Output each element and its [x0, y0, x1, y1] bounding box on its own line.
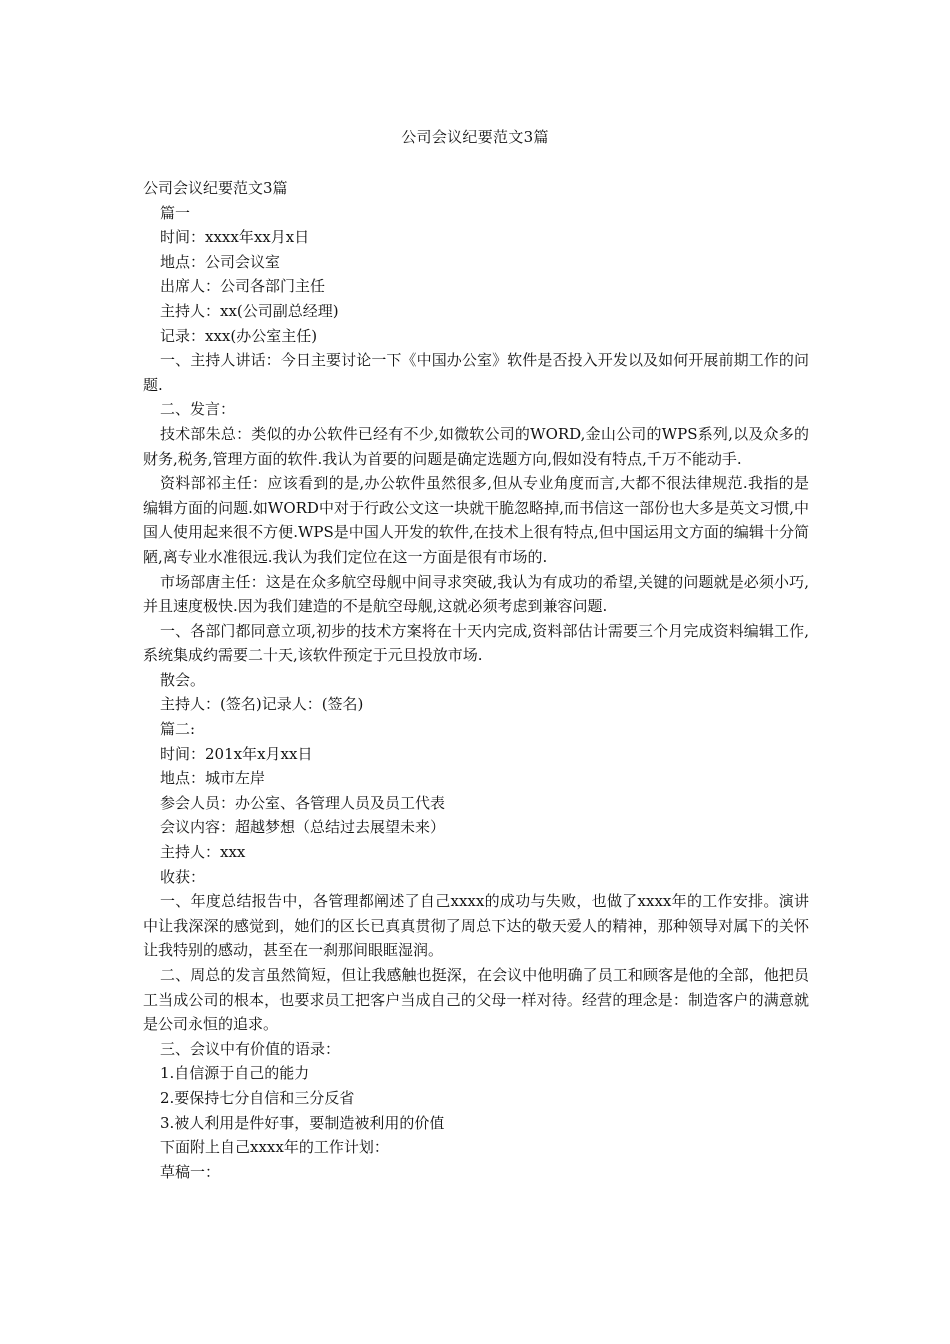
meeting-time-2: 时间：201x年x月xx日	[160, 744, 313, 763]
paragraph-gains-heading: 收获：	[160, 867, 206, 886]
paragraph-speeches-heading: 二、发言：	[160, 400, 236, 419]
meeting-location-2: 地点：城市左岸	[160, 769, 266, 788]
meeting-host-2: 主持人：xxx	[160, 843, 246, 862]
meeting-host: 主持人：xx(公司副总经理)	[160, 301, 339, 320]
paragraph-data-dept: 资料部祁主任：应该看到的是,办公软件虽然很多,但从专业角度而言,大都不很法律规范.我指的是编辑方面的问题.如WORD中对于行政公文这一块就干脆忽略掉,而书信这一部份也大多是英文习惯,中国人使用起来很不方便.WPS是中国人开发的软件,在技术上很有特点,但中国运用文方面的编辑十分简陋,离专业水准很远.我认为我们定位在这一方面是很有市场的.	[143, 474, 809, 566]
section-label-part-one: 篇一	[160, 203, 191, 222]
meeting-time: 时间：xxxx年xx月x日	[160, 228, 310, 247]
document-body	[143, 176, 809, 1184]
quote-item-1: 1.自信源于自己的能力	[160, 1064, 310, 1083]
paragraph-adjourn: 散会。	[160, 670, 206, 689]
paragraph-resolution: 一、各部门都同意立项,初步的技术方案将在十天内完成,资料部估计需要三个月完成资料编辑工作,系统集成约需要二十天,该软件预定于元旦投放市场.	[143, 621, 809, 665]
paragraph-market-dept: 市场部唐主任：这是在众多航空母舰中间寻求突破,我认为有成功的希望,关键的问题就是必须小巧,并且速度极快.因为我们建造的不是航空母舰,这就必须考虑到兼容问题.	[143, 572, 809, 616]
quote-item-2: 2.要保持七分自信和三分反省	[160, 1088, 355, 1107]
meeting-recorder: 记录：xxx(办公室主任)	[160, 326, 318, 345]
paragraph-work-plan: 下面附上自己xxxx年的工作计划：	[160, 1138, 389, 1157]
paragraph-tech-dept: 技术部朱总：类似的办公软件已经有不少,如微软公司的WORD,金山公司的WPS系列,以及众多的财务,税务,管理方面的软件.我认为首要的问题是确定选题方向,假如没有特点,千万不能动手.	[143, 424, 809, 468]
paragraph-ceo-speech: 二、周总的发言虽然简短，但让我感触也挺深，在会议中他明确了员工和顾客是他的全部，他把员工当成公司的根本，也要求员工把客户当成自己的父母一样对待。经营的理念是：制造客户的满意就是公司永恒的追求。	[143, 966, 809, 1034]
paragraph-quotes-heading: 三、会议中有价值的语录：	[160, 1039, 341, 1058]
document-title: 公司会议纪要范文3篇	[401, 128, 549, 146]
paragraph-host-speech: 一、主持人讲话：今日主要讨论一下《中国办公室》软件是否投入开发以及如何开展前期工作的问题.	[143, 351, 809, 394]
meeting-attendees: 出席人：公司各部门主任	[160, 277, 326, 296]
meeting-topic-2: 会议内容：超越梦想（总结过去展望未来）	[160, 818, 446, 837]
section-label-part-two: 篇二:	[160, 720, 196, 739]
paragraph-draft-one: 草稿一：	[160, 1162, 221, 1181]
paragraph-signatures: 主持人：(签名)记录人：(签名)	[160, 695, 364, 714]
meeting-location: 地点：公司会议室	[160, 252, 281, 271]
meeting-attendees-2: 参会人员：办公室、各管理人员及员工代表	[160, 793, 446, 812]
quote-item-3: 3.被人利用是件好事，要制造被利用的价值	[160, 1113, 445, 1132]
paragraph-annual-report: 一、年度总结报告中，各管理都阐述了自己xxxx的成功与失败，也做了xxxx年的工作安排。演讲中让我深深的感觉到，她们的区长已真真贯彻了周总下达的敬天爱人的精神，那种领导对属下的关怀让我特别的感动，甚至在一刹那间眼眶湿润。	[143, 892, 809, 960]
body-heading: 公司会议纪要范文3篇	[143, 179, 288, 197]
